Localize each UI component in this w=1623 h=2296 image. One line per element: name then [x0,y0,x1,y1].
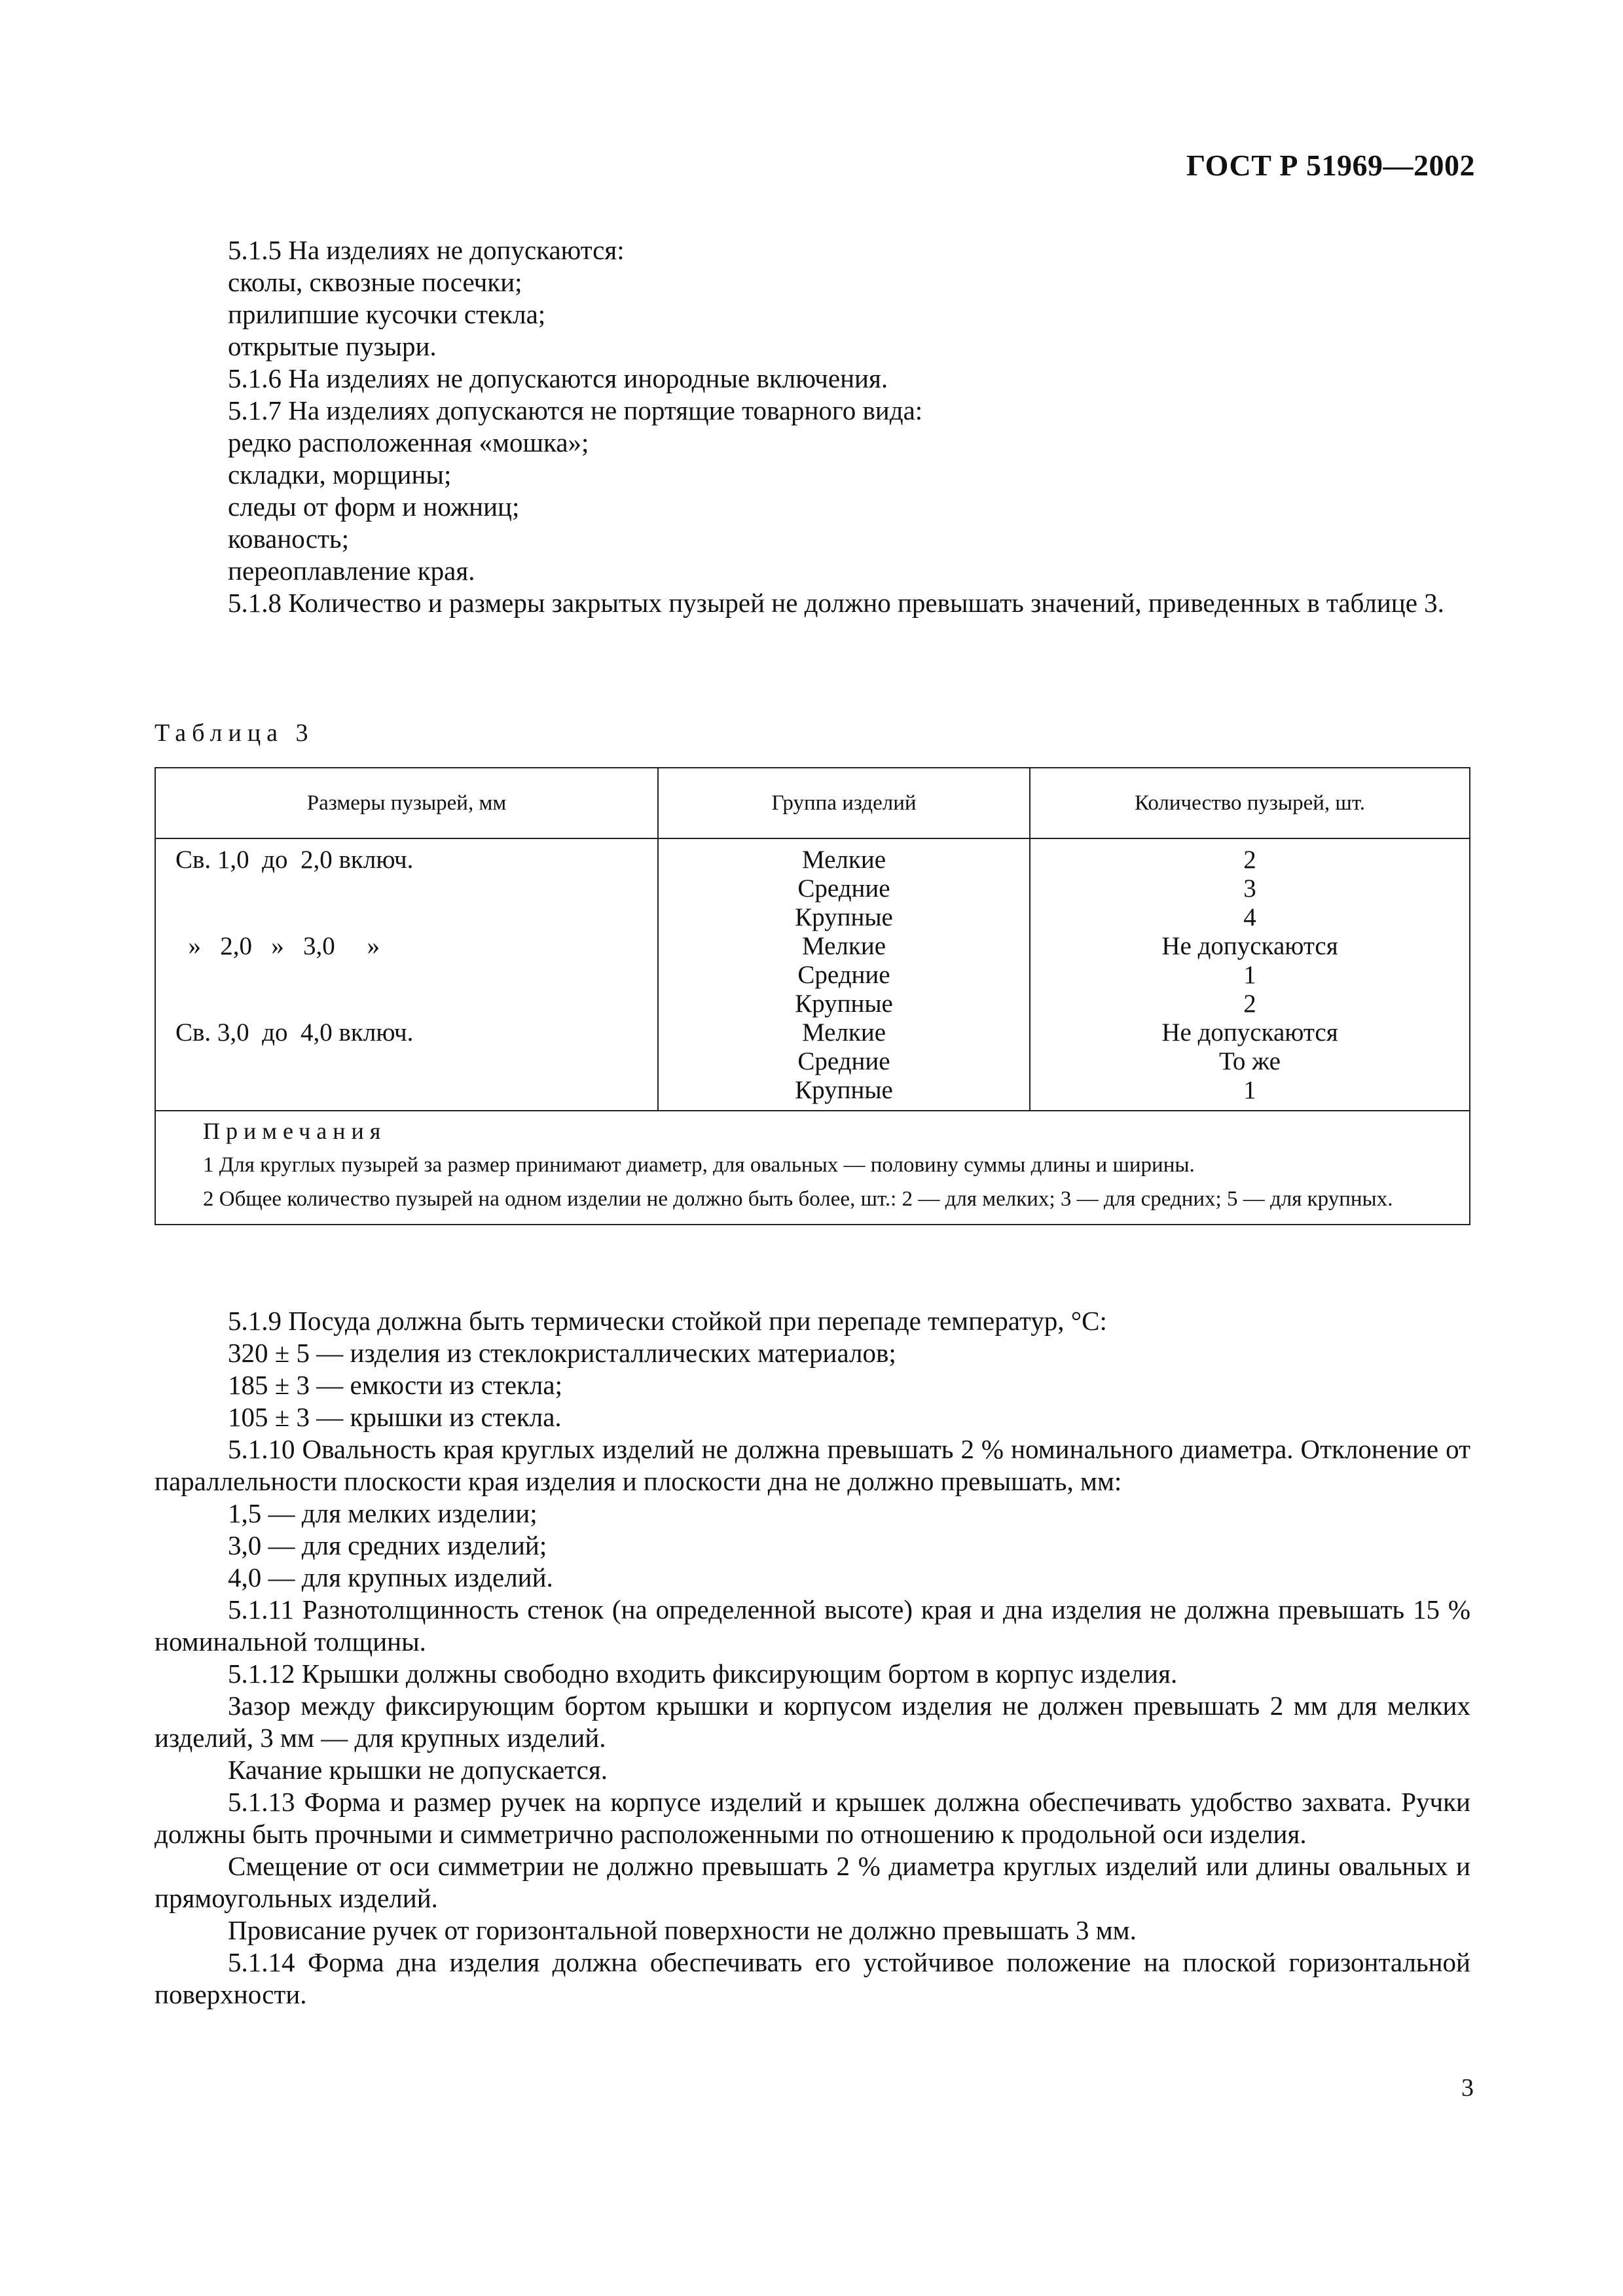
paragraph: 5.1.9 Посуда должна быть термически стойкой при перепаде температур, °С: [228,1306,1107,1336]
note-2: 2 Общее количество пузырей на одном изделии не должно быть более, шт.: 2 — для мелких; 3 — для средних; 5 — для крупных. [203,1187,1393,1211]
paragraph: Смещение от оси симметрии не должно превышать 2 % диаметра круглых изделий или длины овальных и прямоугольных изделий. [155,1851,1470,1913]
paragraph: 105 ± 3 — крышки из стекла. [228,1402,562,1432]
paragraph: прилипшие кусочки стекла; [228,299,546,329]
cell-bubble-size: Св. 3,0 до 4,0 включ. [175,1018,414,1047]
paragraph: Провисание ручек от горизонтальной поверхности не должно превышать 3 мм. [228,1915,1137,1945]
paragraph: сколы, сквозные посечки; [228,267,522,297]
paragraph: 5.1.7 На изделиях допускаются не портящие товарного вида: [228,395,923,425]
paragraph: 5.1.13 Форма и размер ручек на корпусе изделий и крышек должна обеспечивать удобство захвата. Ручки должны быть прочными и симметрично расположенными по отношению к продольной оси изделия. [155,1787,1470,1849]
column-bubble-count [1030,838,1470,1111]
cell-bubble-size [175,961,657,990]
cell-bubble-size: » 2,0 » 3,0 » [175,932,380,960]
paragraph: 5.1.11 Разнотолщинность стенок (на определенной высоте) края и дна изделия не должна превышать 15 % номинальной толщины. [155,1594,1470,1657]
cell-bubble-size [175,874,657,903]
paragraph: 3,0 — для средних изделий; [228,1530,547,1560]
cell-bubble-count: То же [1219,1047,1281,1075]
cell-bubble-size [175,990,657,1018]
cell-product-group: Мелкие [801,846,886,874]
paragraph: 1,5 — для мелких изделии; [228,1498,538,1528]
paragraph: 5.1.6 На изделиях не допускаются инородные включения. [228,363,888,393]
paragraph: кованость; [228,524,350,554]
cell-bubble-count: 1 [1243,961,1256,989]
table-caption: Таблица 3 [155,719,314,747]
paragraph: 5.1.8 Количество и размеры закрытых пузырей не должно превышать значений, приведенных в таблице 3. [228,588,1444,618]
paragraph: редко расположенная «мошка»; [228,427,589,457]
cell-product-group: Средние [797,961,890,989]
cell-product-group: Средние [797,874,890,903]
page-number: 3 [1461,2074,1474,2102]
cell-product-group: Крупные [795,990,893,1018]
cell-bubble-size: Св. 1,0 до 2,0 включ. [175,846,414,874]
cell-product-group: Крупные [795,903,893,931]
paragraph: 320 ± 5 — изделия из стеклокристаллических материалов; [228,1338,896,1368]
paragraph: 5.1.14 Форма дна изделия должна обеспечивать его устойчивое положение на плоской горизонтальной поверхности. [155,1947,1470,2009]
notes-heading: Примечания [203,1118,387,1144]
cell-bubble-count: 1 [1243,1076,1256,1104]
cell-bubble-count: 2 [1243,846,1256,874]
paragraph: складки, морщины; [228,459,452,490]
paragraph: 185 ± 3 — емкости из стекла; [228,1370,562,1400]
note-1: 1 Для круглых пузырей за размер принимают диаметр, для овальных — половину суммы длины и ширины. [203,1153,1195,1177]
paragraph: 5.1.5 На изделиях не допускаются: [228,235,625,265]
cell-bubble-size [175,903,657,932]
cell-product-group: Средние [797,1047,890,1075]
cell-bubble-count: 4 [1243,903,1256,931]
header-bubble-count: Количество пузырей, шт. [1030,768,1470,838]
column-product-group [658,838,1030,1111]
header-product-group: Группа изделий [658,768,1030,838]
cell-product-group: Мелкие [801,932,886,960]
bubbles-table [155,767,1470,1225]
table-body-row [155,838,1470,1111]
header-bubble-size: Размеры пузырей, мм [155,768,658,838]
cell-bubble-count: Не допускаются [1161,932,1338,960]
cell-bubble-count: 3 [1243,874,1256,903]
table-notes [155,1111,1470,1225]
paragraph: 5.1.12 Крышки должны свободно входить фиксирующим бортом в корпус изделия. [228,1659,1178,1689]
cell-bubble-size [175,1047,657,1076]
paragraph: Зазор между фиксирующим бортом крышки и корпусом изделия не должен превышать 2 мм для мелких изделий, 3 мм — для крупных изделий. [155,1691,1470,1753]
cell-bubble-count: Не допускаются [1161,1018,1338,1047]
cell-bubble-size [175,1076,657,1105]
paragraph: 5.1.10 Овальность края круглых изделий не должна превышать 2 % номинального диаметра. Отклонение от параллельности плоскости края изделия и плоскости дна не должно превышать, мм: [155,1434,1470,1496]
cell-bubble-count: 2 [1243,990,1256,1018]
paragraph: следы от форм и ножниц; [228,492,520,522]
cell-product-group: Мелкие [801,1018,886,1047]
section-5-1-5-to-5-1-8 [155,234,1470,619]
paragraph: 4,0 — для крупных изделий. [228,1562,553,1592]
cell-product-group: Крупные [795,1076,893,1104]
paragraph: Качание крышки не допускается. [228,1755,608,1785]
table-notes-row [155,1111,1470,1225]
section-5-1-9-to-5-1-14 [155,1305,1470,2011]
document-header: ГОСТ Р 51969—2002 [1186,149,1475,182]
column-bubble-size [155,838,658,1111]
table-header-row [155,768,1470,838]
paragraph: переоплавление края. [228,556,475,586]
paragraph: открытые пузыри. [228,331,437,361]
